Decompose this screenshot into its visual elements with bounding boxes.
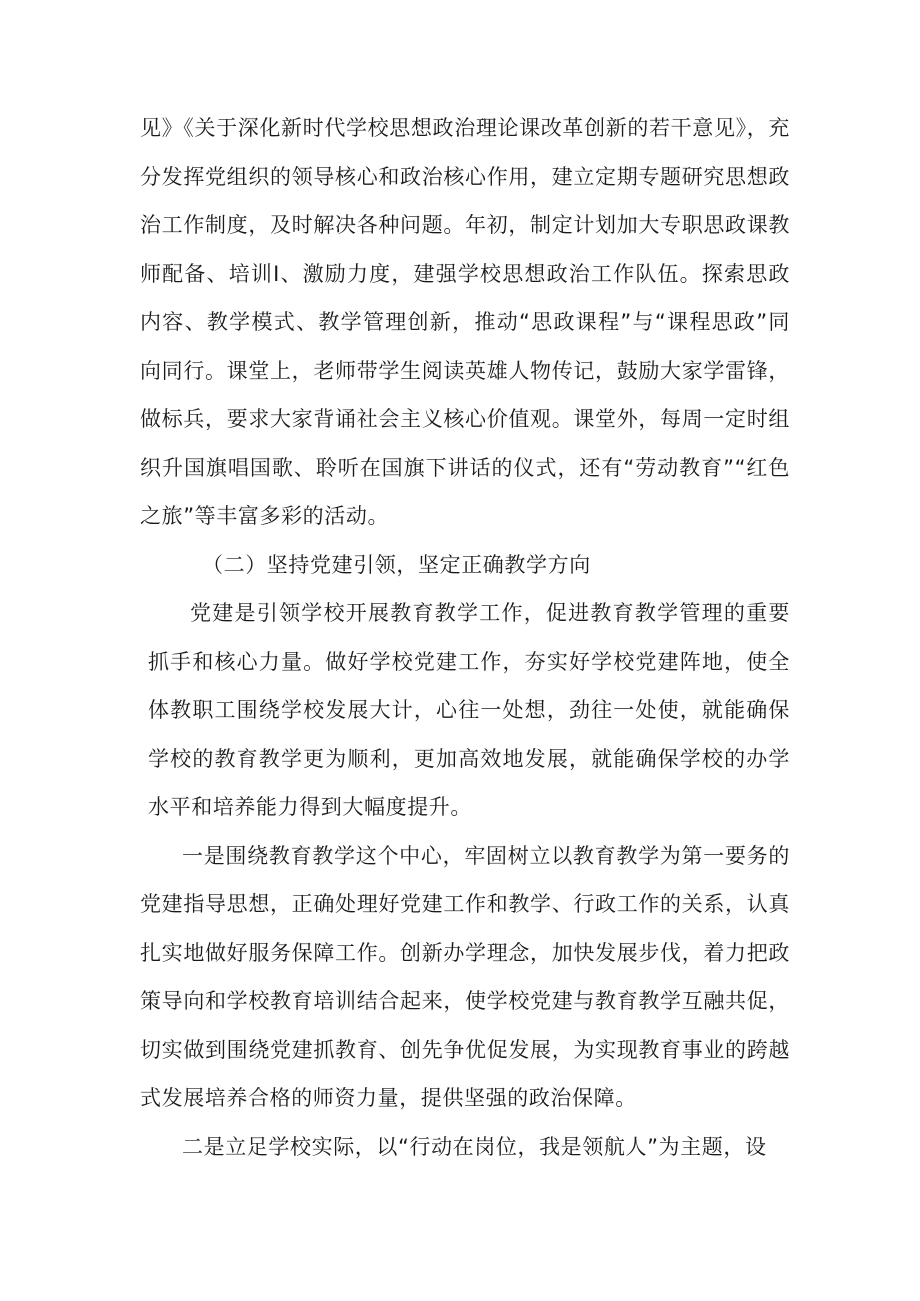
document-body bbox=[140, 104, 790, 1171]
paragraph-point-one: 一是围绕教育教学这个中心，牢固树立以教育教学为第一要务的党建指导思想，正确处理好党建工作和教学、行政工作的关系，认真扎实地做好服务保障工作。创新办学理念，加快发展步伐，着力把政策导向和学校教育培训结合起来，使学校党建与教育教学互融共促，切实做到围绕党建抓教育、创先争优促发展，为实现教育事业的跨越式发展培养合格的师资力量，提供坚强的政治保障。 bbox=[140, 843, 790, 1110]
paragraph-point-two: 二是立足学校实际，以“行动在岗位，我是领航人”为主题，设 bbox=[182, 1134, 767, 1159]
paragraph-continuation: 见》《关于深化新时代学校思想政治理论课改革创新的若干意见》，充分发挥党组织的领导核心和政治核心作用，建立定期专题研究思想政治工作制度，及时解决各种问题。年初，制定计划加大专职思政课教师配备、培训I、激励力度，建强学校思想政治工作队伍。探索思政内容、教学模式、教学管理创新，推动“思政课程”与“课程思政”同向同行。课堂上，老师带学生阅读英雄人物传记，鼓励大家学雷锋，做标兵，要求大家背诵社会主义核心价值观。课堂外，每周一定时组织升国旗唱国歌、聆听在国旗下讲话的仪式，还有“劳动教育”“红色之旅”等丰富多彩的活动。 bbox=[140, 116, 790, 528]
section-heading: （二）坚持党建引领，坚定正确教学方向 bbox=[202, 552, 591, 577]
paragraph-party-building: 党建是引领学校开展教育教学工作，促进教育教学管理的重要抓手和核心力量。做好学校党建工作，夯实好学校党建阵地，使全体教职工围绕学校发展大计，心往一处想，劲往一处使，就能确保学校的教育教学更为顺利，更加高效地发展，就能确保学校的办学水平和培养能力得到大幅度提升。 bbox=[148, 601, 790, 819]
